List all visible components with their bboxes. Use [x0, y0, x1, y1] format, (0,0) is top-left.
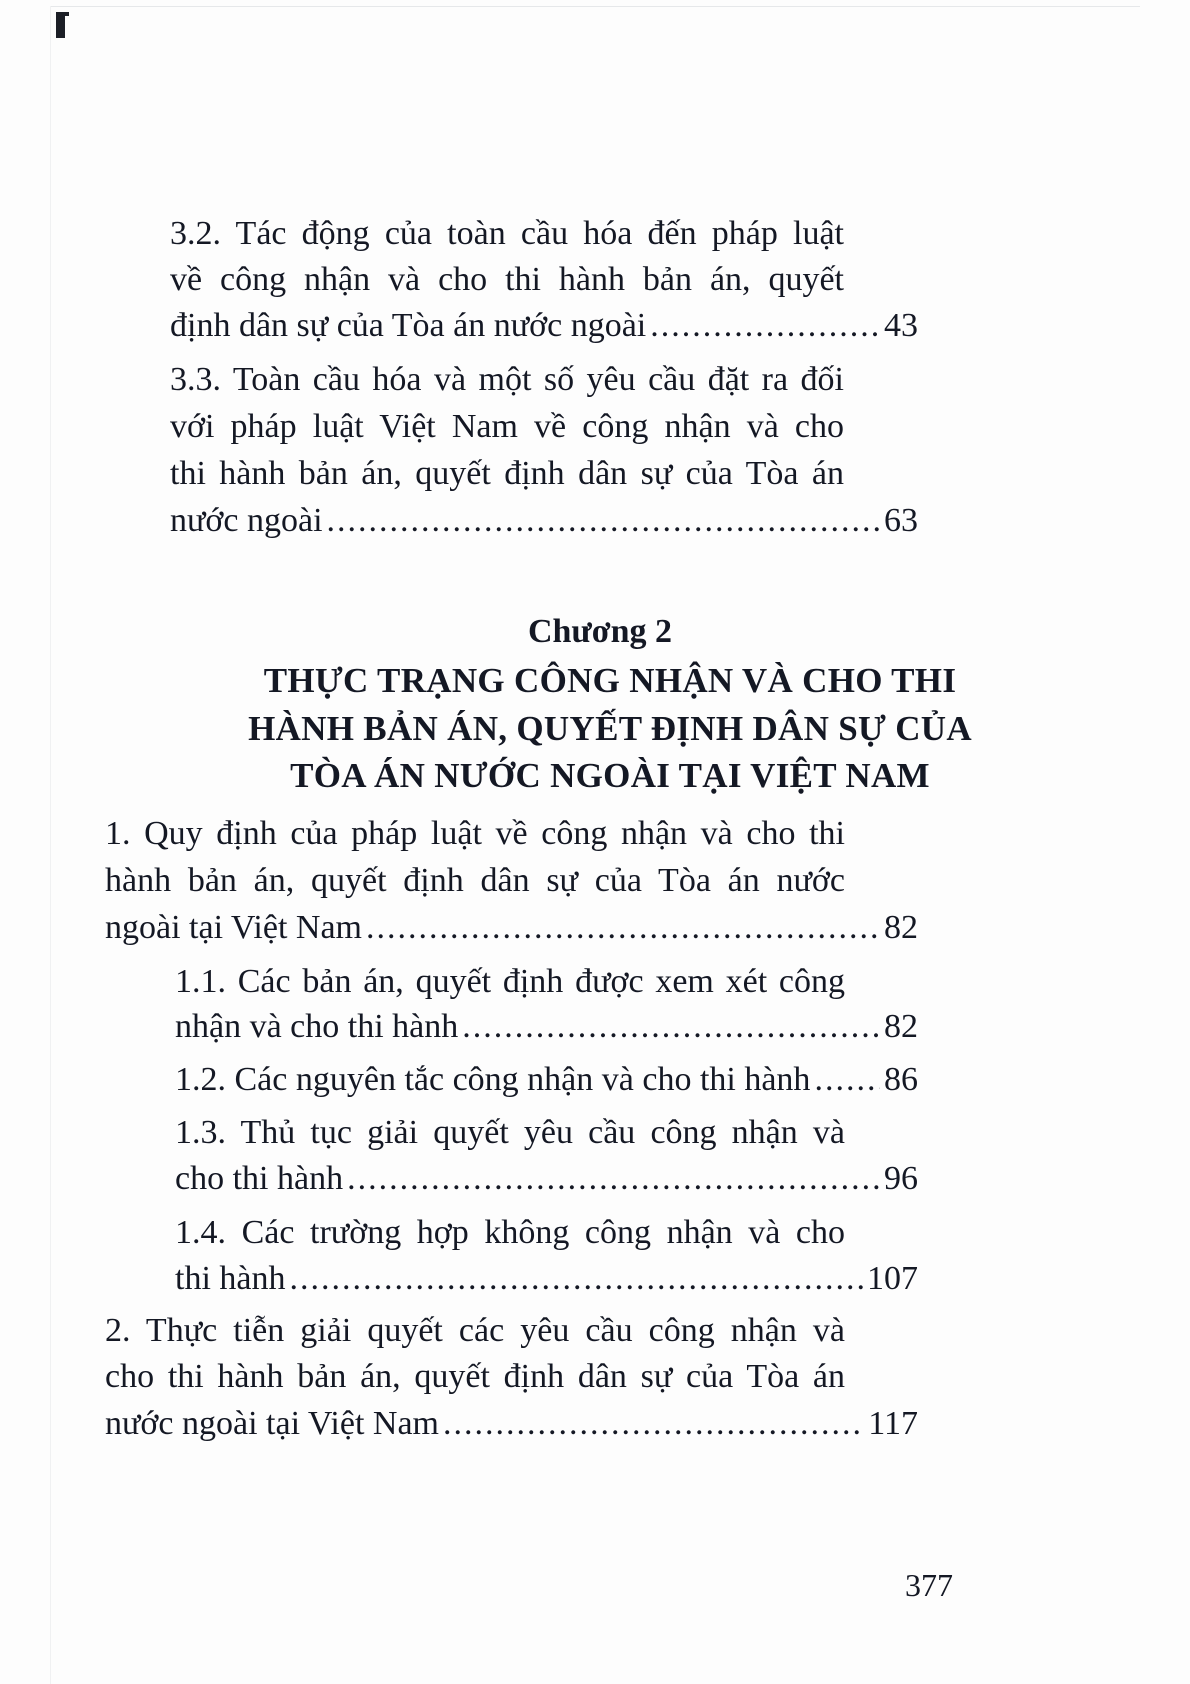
- dot-leader: [347, 1155, 880, 1203]
- toc-entry-last-line: [175, 1255, 918, 1303]
- toc-entry-line: với pháp luật Việt Nam về công nhận và cho: [170, 408, 844, 445]
- toc-entry-line: 1.2. Các nguyên tắc công nhận và cho thi hành: [175, 1061, 811, 1098]
- toc-page-number: 43: [884, 307, 918, 344]
- dot-leader: [814, 1056, 880, 1104]
- toc-entry-line: 1. Quy định của pháp luật về công nhận và cho thi: [105, 815, 845, 852]
- toc-entry-line: về công nhận và cho thi hành bản án, quyết: [170, 261, 844, 298]
- toc-entry-line: ngoài tại Việt Nam: [105, 909, 362, 946]
- toc-entry-line: thi hành bản án, quyết định dân sự của Tòa án: [170, 455, 844, 492]
- page-edge: [50, 6, 1140, 7]
- chapter-title-line: TÒA ÁN NƯỚC NGOÀI TẠI VIỆT NAM: [290, 756, 930, 795]
- toc-page-number: 96: [884, 1160, 918, 1197]
- chapter-title-line: THỰC TRẠNG CÔNG NHẬN VÀ CHO THI: [263, 661, 957, 700]
- toc-entry-last-line: [105, 904, 918, 952]
- chapter-title-line: HÀNH BẢN ÁN, QUYẾT ĐỊNH DÂN SỰ CỦA: [248, 709, 972, 748]
- toc-entry-line: 1.3. Thủ tục giải quyết yêu cầu công nhận và: [175, 1114, 845, 1151]
- toc-page-number: 117: [868, 1405, 918, 1442]
- toc-entry-line: định dân sự của Tòa án nước ngoài: [170, 307, 647, 344]
- dot-leader: [366, 904, 880, 952]
- toc-entry-last-line: [175, 1056, 918, 1104]
- toc-entry-line: 3.3. Toàn cầu hóa và một số yêu cầu đặt ra đối: [170, 361, 844, 398]
- toc-entry-line: 3.2. Tác động của toàn cầu hóa đến pháp luật: [170, 215, 844, 252]
- page-edge: [50, 6, 51, 1684]
- toc-entry-line: nước ngoài tại Việt Nam: [105, 1405, 439, 1442]
- toc-page-number: 63: [884, 502, 918, 539]
- toc-entry-line: 2. Thực tiễn giải quyết các yêu cầu công nhận và: [105, 1312, 845, 1349]
- toc-entry-last-line: [175, 1155, 918, 1203]
- dot-leader: [327, 497, 880, 545]
- dot-leader: [289, 1255, 863, 1303]
- crop-mark-icon: [56, 12, 65, 38]
- toc-entry-line: nhận và cho thi hành: [175, 1008, 459, 1045]
- dot-leader: [443, 1400, 864, 1448]
- toc-entry-last-line: [175, 1003, 918, 1051]
- chapter-label: Chương 2: [527, 613, 673, 650]
- toc-entry-last-line: [170, 302, 918, 350]
- toc-entry-line: cho thi hành bản án, quyết định dân sự của Tòa án: [105, 1358, 845, 1395]
- toc-entry-last-line: [170, 497, 918, 545]
- toc-page-number: 82: [884, 1008, 918, 1045]
- page-number: 377: [905, 1567, 953, 1603]
- dot-leader: [650, 302, 880, 350]
- toc-page-number: 82: [884, 909, 918, 946]
- toc-entry-last-line: [105, 1400, 918, 1448]
- toc-page-number: 107: [867, 1260, 918, 1297]
- toc-entry-line: nước ngoài: [170, 502, 323, 539]
- dot-leader: [462, 1003, 880, 1051]
- toc-entry-line: thi hành: [175, 1260, 286, 1297]
- toc-entry-line: cho thi hành: [175, 1160, 344, 1197]
- toc-entry-line: 1.4. Các trường hợp không công nhận và cho: [175, 1214, 845, 1251]
- toc-entry-line: 1.1. Các bản án, quyết định được xem xét công: [175, 963, 845, 1000]
- toc-entry-line: hành bản án, quyết định dân sự của Tòa án nước: [105, 862, 845, 899]
- toc-page-number: 86: [884, 1061, 918, 1098]
